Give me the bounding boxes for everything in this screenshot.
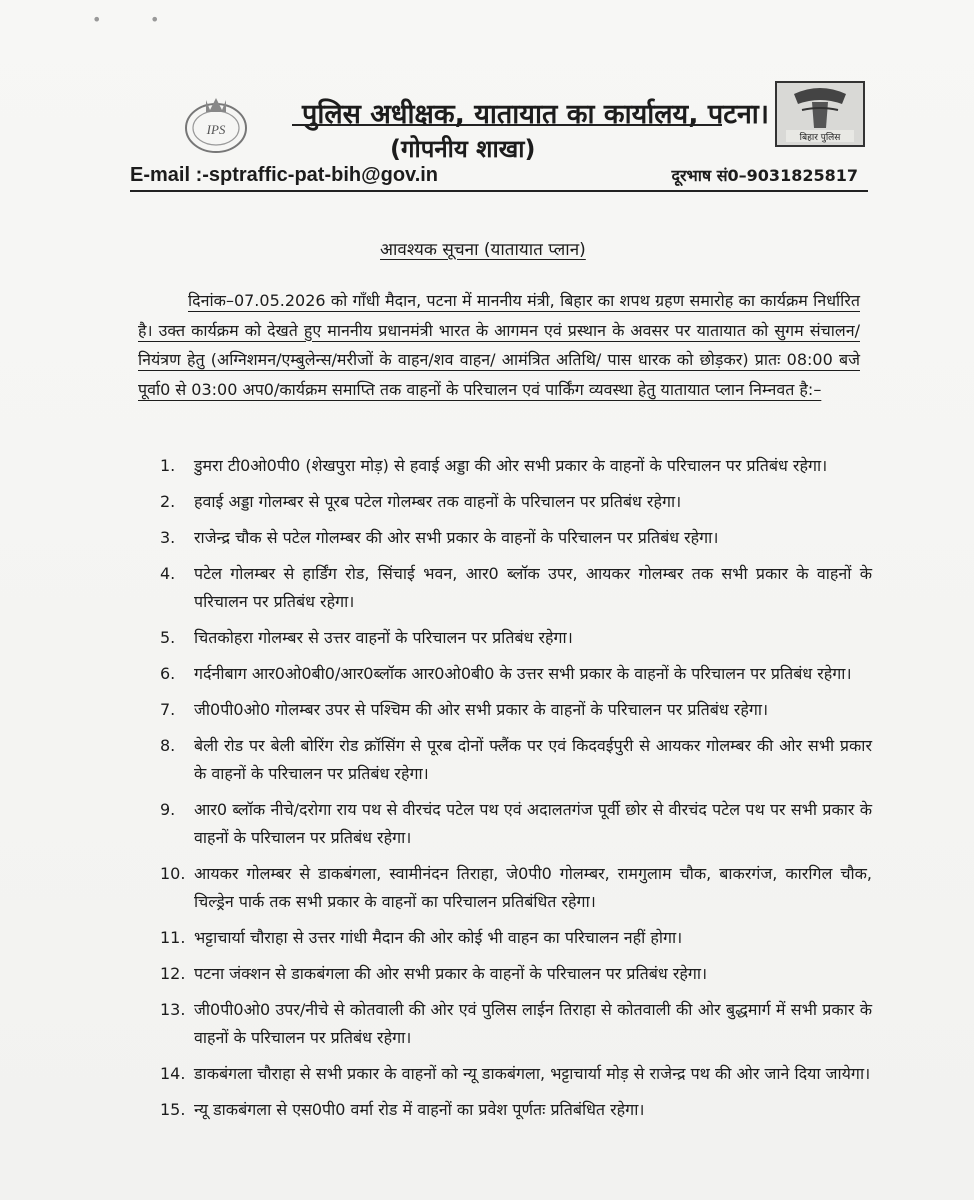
notice-title: आवश्यक सूचना (यातायात प्लान) xyxy=(380,240,586,260)
list-item xyxy=(160,660,872,688)
list-item xyxy=(160,996,872,1052)
list-item xyxy=(160,796,872,852)
branch-name: (गोपनीय शाखा) xyxy=(390,135,536,163)
list-item-text: राजेन्द्र चौक से पटेल गोलम्बर की ओर सभी प्रकार के वाहनों के परिचालन पर प्रतिबंध रहेगा। xyxy=(194,528,719,547)
list-item xyxy=(160,624,872,652)
letterhead xyxy=(130,80,870,190)
punch-mark-center: • xyxy=(150,10,160,29)
list-item xyxy=(160,924,872,952)
list-item-number: 3. xyxy=(160,528,176,547)
list-item-number: 4. xyxy=(160,564,176,583)
list-item xyxy=(160,732,872,788)
list-item-text: जी0पी0ओ0 गोलम्बर उपर से पश्चिम की ओर सभी प्रकार के वाहनों के परिचालन पर प्रतिबंध रहेगा। xyxy=(194,700,769,719)
office-title: पुलिस अधीक्षक, यातायात का कार्यालय, पटना। xyxy=(302,99,770,130)
list-item-number: 15. xyxy=(160,1100,186,1119)
list-item-text: पटेल गोलम्बर से हार्डिंग रोड, सिंचाई भवन, आर0 ब्लॉक उपर, आयकर गोलम्बर तक सभी प्रकार के वाहनों के परिचालन पर प्रतिबंध रहेगा। xyxy=(194,564,872,611)
list-item-number: 5. xyxy=(160,628,176,647)
list-item-number: 7. xyxy=(160,700,176,719)
list-item-text: पटना जंक्शन से डाकबंगला की ओर सभी प्रकार के वाहनों के परिचालन पर प्रतिबंध रहेगा। xyxy=(194,964,708,983)
punch-mark-left: • xyxy=(92,10,102,29)
list-item-text: न्यू डाकबंगला से एस0पी0 वर्मा रोड में वाहनों का प्रवेश पूर्णतः प्रतिबंधित रहेगा। xyxy=(194,1100,645,1119)
list-item-text: आर0 ब्लॉक नीचे/दरोगा राय पथ से वीरचंद पटेल पथ एवं अदालतगंज पूर्वी छोर से वीरचंद पटेल पथ पर सभी प्रकार के वाहनों के परिचालन पर प्रतिबंध रहेगा। xyxy=(194,800,872,847)
list-item-number: 10. xyxy=(160,864,186,883)
list-item-number: 9. xyxy=(160,800,176,819)
email-address: E-mail :-sptraffic-pat-bih@gov.in xyxy=(130,164,439,186)
notice-intro xyxy=(138,286,860,404)
list-item xyxy=(160,696,872,724)
list-item xyxy=(160,452,872,480)
list-item xyxy=(160,560,872,616)
list-item xyxy=(160,524,872,552)
bihar-police-seal-icon xyxy=(772,80,868,148)
list-item-text: गर्दनीबाग आर0ओ0बी0/आर0ब्लॉक आर0ओ0बी0 के उत्तर सभी प्रकार के वाहनों के परिचालन पर प्रतिबंध रहेगा। xyxy=(194,664,852,683)
emblem-text: IPS xyxy=(206,122,226,137)
notice-intro-text: दिनांक–07.05.2026 को गाँधी मैदान, पटना में माननीय मंत्री, बिहार का शपथ ग्रहण समारोह का कार्यक्रम निर्धारित है। उक्त कार्यक्रम को देखते हुए माननीय प्रधानमंत्री भारत के आगमन एवं प्रस्थान के अवसर पर यातायात को सुगम संचालन/नियंत्रण हेतु (अग्निशमन/एम्बुलेन्स/मरीजों के वाहन/शव वाहन/ आमंत्रित अतिथि/ पास धारक को छोड़कर) प्रातः 08:00 बजे पूर्वा0 से 03:00 अप0/कार्यक्रम समाप्ति तक वाहनों के परिचालन एवं पार्किंग व्यवस्था हेतु यातायात प्लान निम्नवत है:– xyxy=(138,291,860,399)
seal-text: बिहार पुलिस xyxy=(799,133,841,143)
list-item-text: भट्टाचार्या चौराहा से उत्तर गांधी मैदान की ओर कोई भी वाहन का परिचालन नहीं होगा। xyxy=(194,928,683,947)
list-item-number: 6. xyxy=(160,664,176,683)
list-item xyxy=(160,960,872,988)
list-item-number: 1. xyxy=(160,456,176,475)
list-item xyxy=(160,860,872,916)
list-item xyxy=(160,488,872,516)
list-item-text: डुमरा टी0ओ0पी0 (शेखपुरा मोड़) से हवाई अड्डा की ओर सभी प्रकार के वाहनों के परिचालन पर प्रतिबंध रहेगा। xyxy=(194,456,828,475)
list-item xyxy=(160,1060,872,1088)
list-item-number: 11. xyxy=(160,928,186,947)
list-item-text: चितकोहरा गोलम्बर से उत्तर वाहनों के परिचालन पर प्रतिबंध रहेगा। xyxy=(194,628,573,647)
list-item-text: आयकर गोलम्बर से डाकबंगला, स्वामीनंदन तिराहा, जे0पी0 गोलम्बर, रामगुलाम चौक, बाकरगंज, कारगिल चौक, चिल्ड्रेन पार्क तक सभी प्रकार के वाहनों का परिचालन प्रतिबंधित रहेगा। xyxy=(194,864,872,911)
list-item-number: 8. xyxy=(160,736,176,755)
list-item xyxy=(160,1096,872,1124)
header-divider xyxy=(130,190,868,192)
list-item-text: जी0पी0ओ0 उपर/नीचे से कोतवाली की ओर एवं पुलिस लाईन तिराहा से कोतवाली की ओर बुद्धमार्ग में सभी प्रकार के वाहनों के परिचालन पर प्रतिबंध रहेगा। xyxy=(194,1000,872,1047)
phone-number: दूरभाष सं0–9031825817 xyxy=(671,166,858,185)
list-item-number: 14. xyxy=(160,1064,186,1083)
traffic-plan-list xyxy=(160,452,872,1132)
list-item-number: 12. xyxy=(160,964,186,983)
list-item-text: हवाई अड्डा गोलम्बर से पूरब पटेल गोलम्बर तक वाहनों के परिचालन पर प्रतिबंध रहेगा। xyxy=(194,492,682,511)
list-item-number: 2. xyxy=(160,492,176,511)
ips-emblem-icon xyxy=(176,92,256,156)
list-item-number: 13. xyxy=(160,1000,186,1019)
list-item-text: बेली रोड पर बेली बोरिंग रोड क्रॉसिंग से पूरब दोनों फ्लैंक पर एवं किदवईपुरी से आयकर गोलम्बर की ओर सभी प्रकार के वाहनों के परिचालन पर प्रतिबंध रहेगा। xyxy=(194,736,872,783)
list-item-text: डाकबंगला चौराहा से सभी प्रकार के वाहनों को न्यू डाकबंगला, भट्टाचार्या मोड़ से राजेन्द्र पथ की ओर जाने दिया जायेगा। xyxy=(194,1064,871,1083)
office-title-underline xyxy=(292,124,722,126)
